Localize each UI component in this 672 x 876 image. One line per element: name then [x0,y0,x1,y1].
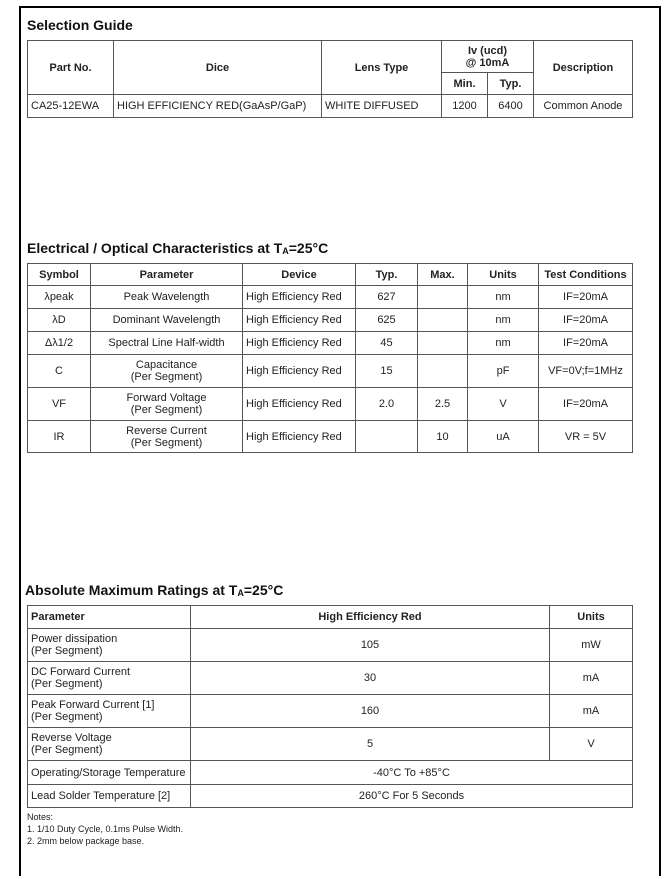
cell-units: mW [550,629,633,662]
cell-value: 30 [191,662,550,695]
param-line1: Peak Forward Current [1] [31,699,155,711]
table-row [28,421,633,453]
cell-device: High Efficiency Red [243,355,356,388]
header-iv [442,41,534,73]
param-line1: Power dissipation [31,633,118,645]
cell-parameter [91,421,243,453]
cell-test: IF=20mA [539,332,633,355]
cell-value: 160 [191,695,550,728]
selection-guide-title: Selection Guide [27,17,133,33]
cell-max [418,309,468,332]
table-row [28,95,633,118]
cell-typ: 45 [356,332,418,355]
note-item: 2. 2mm below package base. [27,836,145,846]
cell-value: 105 [191,629,550,662]
cell-device: High Efficiency Red [243,309,356,332]
table-row [28,388,633,421]
cell-parameter: Spectral Line Half-width [91,332,243,355]
header-description: Description [534,41,633,95]
cell-symbol: λpeak [28,286,91,309]
cell-device: High Efficiency Red [243,421,356,453]
cell-units: V [468,388,539,421]
cell-parameter [91,355,243,388]
cell-max [418,286,468,309]
cell-typ: 6400 [488,95,534,118]
electrical-title: Electrical / Optical Characteristics at $T_A=25^\circ C$ [27,240,329,256]
cell-symbol: Δλ1/2 [28,332,91,355]
cell-test: IF=20mA [539,286,633,309]
cell-parameter: Peak Wavelength [91,286,243,309]
param-line2: (Per Segment) [130,404,203,416]
cell-parameter [91,388,243,421]
table-row [28,286,633,309]
table-row [28,785,633,808]
cell-typ [356,421,418,453]
cell-max: 10 [418,421,468,453]
table-row [28,728,633,761]
header-dice: Dice [114,41,322,95]
param-line2: (Per Segment) [31,645,103,657]
cell-parameter: Dominant Wavelength [91,309,243,332]
cell-min: 1200 [442,95,488,118]
header-lens-type: Lens Type [322,41,442,95]
param-line2: (Per Segment) [130,371,203,383]
param-line1: Reverse Current [126,424,207,437]
table-row [28,695,633,728]
cell-units: mA [550,662,633,695]
table-row [28,629,633,662]
header-symbol: Symbol [28,264,91,286]
cell-units: pF [468,355,539,388]
cell-units: nm [468,309,539,332]
header-iv-line1: Iv (ucd) [467,44,508,57]
cell-device: High Efficiency Red [243,286,356,309]
cell-max [418,332,468,355]
cell-typ: 15 [356,355,418,388]
header-parameter: Parameter [91,264,243,286]
cell-parameter [28,695,191,728]
header-parameter: Parameter [28,606,191,629]
cell-parameter [28,728,191,761]
cell-value: -40°C To +85°C [191,761,633,785]
cell-units: uA [468,421,539,453]
cell-parameter [28,662,191,695]
cell-parameter: Operating/Storage Temperature [28,761,191,785]
header-max: Max. [418,264,468,286]
cell-test: IF=20mA [539,388,633,421]
cell-symbol: VF [28,388,91,421]
cell-value: 5 [191,728,550,761]
cell-units: mA [550,695,633,728]
table-row [28,355,633,388]
cell-part-no: CA25-12EWA [28,95,114,118]
cell-typ: 2.0 [356,388,418,421]
absolute-title: Absolute Maximum Ratings at $T_A=25^\circ C$ [25,582,284,598]
cell-typ: 625 [356,309,418,332]
table-row [28,761,633,785]
cell-typ: 627 [356,286,418,309]
notes-title: Notes: [27,812,54,822]
header-typ: Typ. [356,264,418,286]
header-device: Device [243,264,356,286]
table-row [28,309,633,332]
note-item: 1. 1/10 Duty Cycle, 0.1ms Pulse Width. [27,824,184,834]
header-units: Units [550,606,633,629]
cell-parameter: Lead Solder Temperature [2] [28,785,191,808]
electrical-table [27,263,633,453]
cell-value: 260°C For 5 Seconds [191,785,633,808]
param-line1: Reverse Voltage [31,732,112,744]
header-units: Units [468,264,539,286]
header-iv-line2: @ 10mA [465,56,510,69]
cell-symbol: C [28,355,91,388]
param-line2: (Per Segment) [31,744,103,756]
param-line2: (Per Segment) [31,711,103,723]
cell-test: IF=20mA [539,309,633,332]
param-line1: Capacitance [135,359,198,371]
selection-guide-table [27,40,633,118]
table-row [28,662,633,695]
cell-max [418,355,468,388]
cell-symbol: IR [28,421,91,453]
cell-parameter [28,629,191,662]
header-part-no: Part No. [28,41,114,95]
notes [27,811,183,847]
param-line2: (Per Segment) [130,436,203,449]
cell-units: nm [468,332,539,355]
cell-dice: HIGH EFFICIENCY RED(GaAsP/GaP) [114,95,322,118]
cell-max: 2.5 [418,388,468,421]
absolute-table [27,605,633,808]
cell-description: Common Anode [534,95,633,118]
cell-units: V [550,728,633,761]
cell-units: nm [468,286,539,309]
header-test-conditions: Test Conditions [539,264,633,286]
cell-symbol: λD [28,309,91,332]
param-line2: (Per Segment) [31,678,103,690]
header-her: High Efficiency Red [191,606,550,629]
header-min: Min. [442,73,488,95]
param-line1: DC Forward Current [31,666,131,678]
param-line1: Forward Voltage [126,392,207,404]
table-row [28,332,633,355]
cell-test: VR = 5V [539,421,633,453]
cell-test: VF=0V;f=1MHz [539,355,633,388]
cell-device: High Efficiency Red [243,332,356,355]
header-typ: Typ. [488,73,534,95]
cell-lens-type: WHITE DIFFUSED [322,95,442,118]
cell-device: High Efficiency Red [243,388,356,421]
